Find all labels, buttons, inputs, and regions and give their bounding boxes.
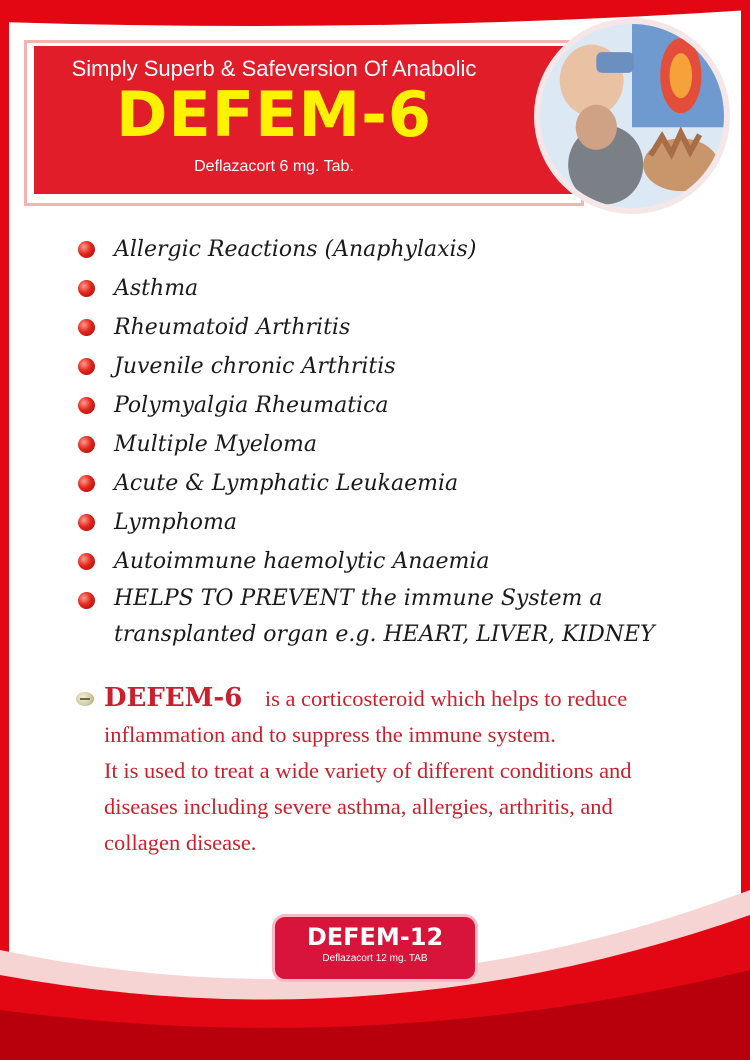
description-paragraph-1 <box>80 680 680 753</box>
description-brand: DEFEM-6 <box>104 683 243 713</box>
indication-text: Acute & Lymphatic Leukaemia <box>114 471 459 496</box>
list-item <box>76 581 716 653</box>
indication-text-line1: HELPS TO PREVENT the immune System a <box>114 586 603 611</box>
indication-text: Lymphoma <box>114 510 237 535</box>
red-sphere-bullet-icon <box>78 475 95 492</box>
indication-text: Autoimmune haemolytic Anaemia <box>114 549 490 574</box>
minus-disc-icon <box>76 692 94 706</box>
list-item <box>76 464 716 503</box>
red-sphere-bullet-icon <box>78 319 95 336</box>
red-sphere-bullet-icon <box>78 553 95 570</box>
indication-text: Juvenile chronic Arthritis <box>114 354 396 379</box>
brand-title: DEFEM-6 <box>115 78 433 151</box>
medical-collage-photo <box>534 18 730 214</box>
list-item <box>76 269 716 308</box>
indication-text: Allergic Reactions (Anaphylaxis) <box>114 237 477 262</box>
defem-12-badge <box>275 917 475 979</box>
list-item <box>76 308 716 347</box>
indication-text: Asthma <box>114 276 199 301</box>
description-text-1: is a corticosteroid which helps to reduce inflammation and to suppress the immune system. <box>104 686 628 747</box>
red-sphere-bullet-icon <box>78 241 95 258</box>
red-sphere-bullet-icon <box>78 280 95 297</box>
indication-text: Rheumatoid Arthritis <box>114 315 351 340</box>
list-item <box>76 347 716 386</box>
description-paragraph-2: It is used to treat a wide variety of different conditions and diseases including severe asthma, allergies, arthritis, and collagen disease. <box>104 758 632 855</box>
indication-text: Multiple Myeloma <box>114 432 317 457</box>
red-sphere-bullet-icon <box>78 397 95 414</box>
indication-text-line2: transplanted organ e.g. HEART, LIVER, KIDNEY <box>114 622 655 647</box>
asthma-arthritis-collage-image <box>540 24 724 208</box>
brand-subtitle: Deflazacort 6 mg. Tab. <box>194 158 354 175</box>
indications-list <box>76 230 716 653</box>
badge-subtitle: Deflazacort 12 mg. TAB <box>322 953 428 964</box>
list-item <box>76 503 716 542</box>
red-sphere-bullet-icon <box>78 358 95 375</box>
tagline: Simply Superb & Safeversion Of Anabolic <box>71 56 477 81</box>
product-description <box>80 680 680 861</box>
list-item <box>76 386 716 425</box>
badge-name: DEFEM-12 <box>306 923 444 951</box>
red-sphere-bullet-icon <box>78 514 95 531</box>
indication-text: Polymyalgia Rheumatica <box>114 393 389 418</box>
list-item <box>76 230 716 269</box>
list-item <box>76 425 716 464</box>
list-item <box>76 542 716 581</box>
red-sphere-bullet-icon <box>78 592 95 609</box>
red-sphere-bullet-icon <box>78 436 95 453</box>
